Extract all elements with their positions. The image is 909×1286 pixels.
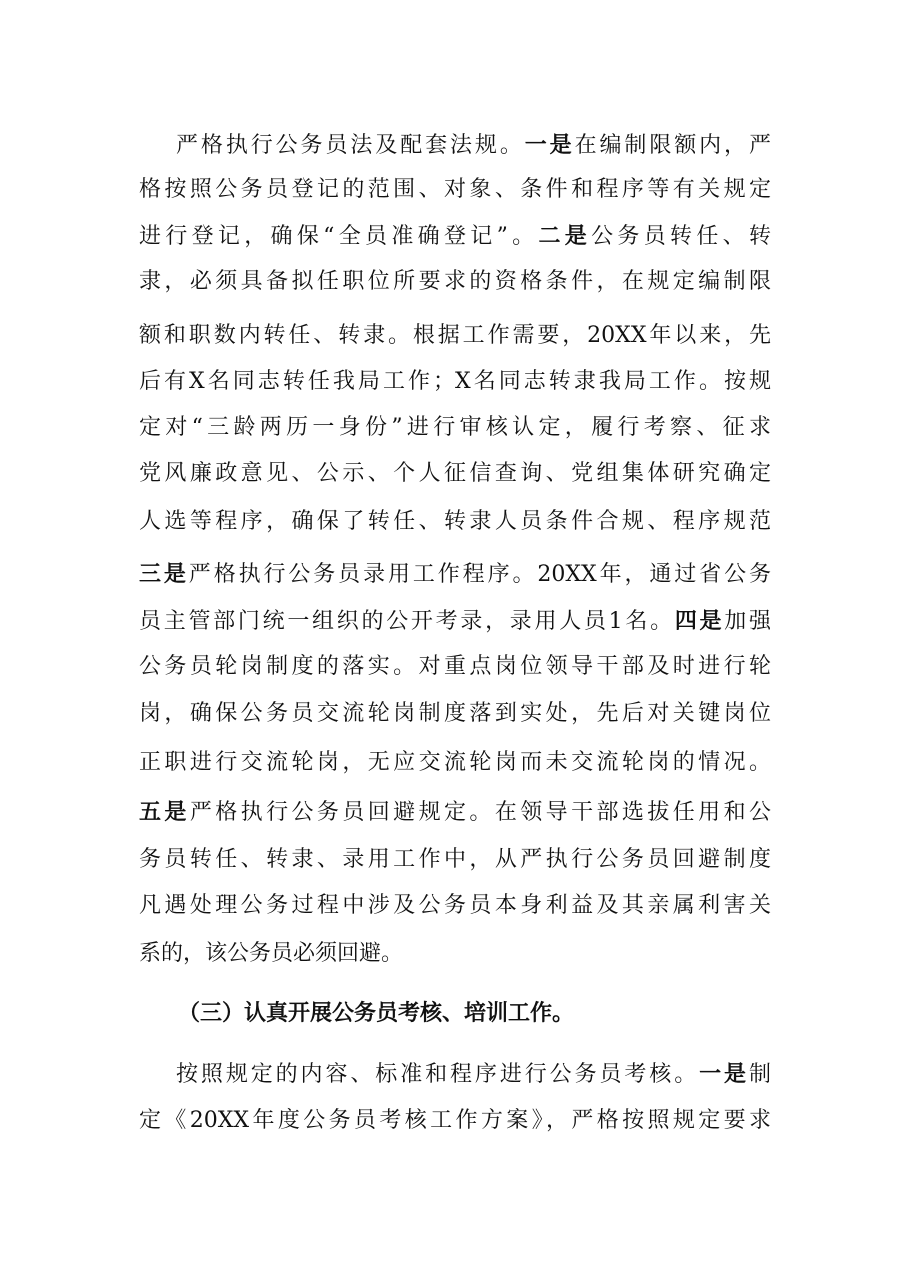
paragraph-line: 五是严格执行公务员回避规定。在领导干部选拔任用和公 [139, 799, 771, 825]
paragraph-line: 隶，必须具备拟任职位所要求的资格条件，在规定编制限 [139, 269, 771, 294]
paragraph-line: 进行登记，确保“全员准确登记”。二是公务员转任、转 [139, 223, 771, 249]
paragraph-line: 党风廉政意见、公示、个人征信查询、党组集体研究确定 [139, 461, 771, 486]
paragraph-line: 额和职数内转任、转隶。根据工作需要，20XX年以来，先 [139, 323, 771, 348]
bold-marker: 四是 [674, 608, 725, 634]
paragraph-line: 岗，确保公务员交流轮岗制度落到实处，先后对关键岗位 [139, 701, 771, 726]
bold-marker: 二是 [538, 223, 592, 249]
paragraph-line: 按照规定的内容、标准和程序进行公务员考核。一是制 [176, 1061, 771, 1087]
paragraph-line: 定对“三龄两历一身份”进行审核认定，履行考察、征求 [139, 415, 771, 440]
paragraph-line: 严格执行公务员法及配套法规。一是在编制限额内，严 [176, 132, 771, 158]
paragraph-line: 系的，该公务员必须回避。 [139, 941, 404, 966]
paragraph-line: 人选等程序，确保了转任、转隶人员条件合规、程序规范 [139, 509, 771, 534]
paragraph-line: 员主管部门统一组织的公开考录，录用人员1名。四是加强 [139, 608, 771, 634]
paragraph-line: 定《20XX年度公务员考核工作方案》，严格按照规定要求 [139, 1108, 771, 1133]
paragraph-line: 格按照公务员登记的范围、对象、条件和程序等有关规定 [139, 177, 771, 202]
paragraph-line: 务员转任、转隶、录用工作中，从严执行公务员回避制度 [139, 847, 771, 872]
paragraph-line: 正职进行交流轮岗，无应交流轮岗而未交流轮岗的情况。 [139, 750, 771, 775]
bold-marker: 三是 [139, 561, 189, 587]
paragraph-line: 三是严格执行公务员录用工作程序。20XX年，通过省公务 [139, 561, 771, 587]
section-heading: （三）认真开展公务员考核、培训工作。 [178, 1001, 575, 1026]
paragraph-line: 凡遇处理公务过程中涉及公务员本身利益及其亲属利害关 [139, 893, 771, 918]
bold-marker: 一是 [524, 132, 575, 158]
bold-marker: 五是 [139, 799, 190, 825]
paragraph-line: 后有X名同志转任我局工作；X名同志转隶我局工作。按规 [139, 369, 771, 394]
paragraph-line: 公务员轮岗制度的落实。对重点岗位领导干部及时进行轮 [139, 654, 771, 679]
bold-marker: 一是 [699, 1061, 749, 1087]
